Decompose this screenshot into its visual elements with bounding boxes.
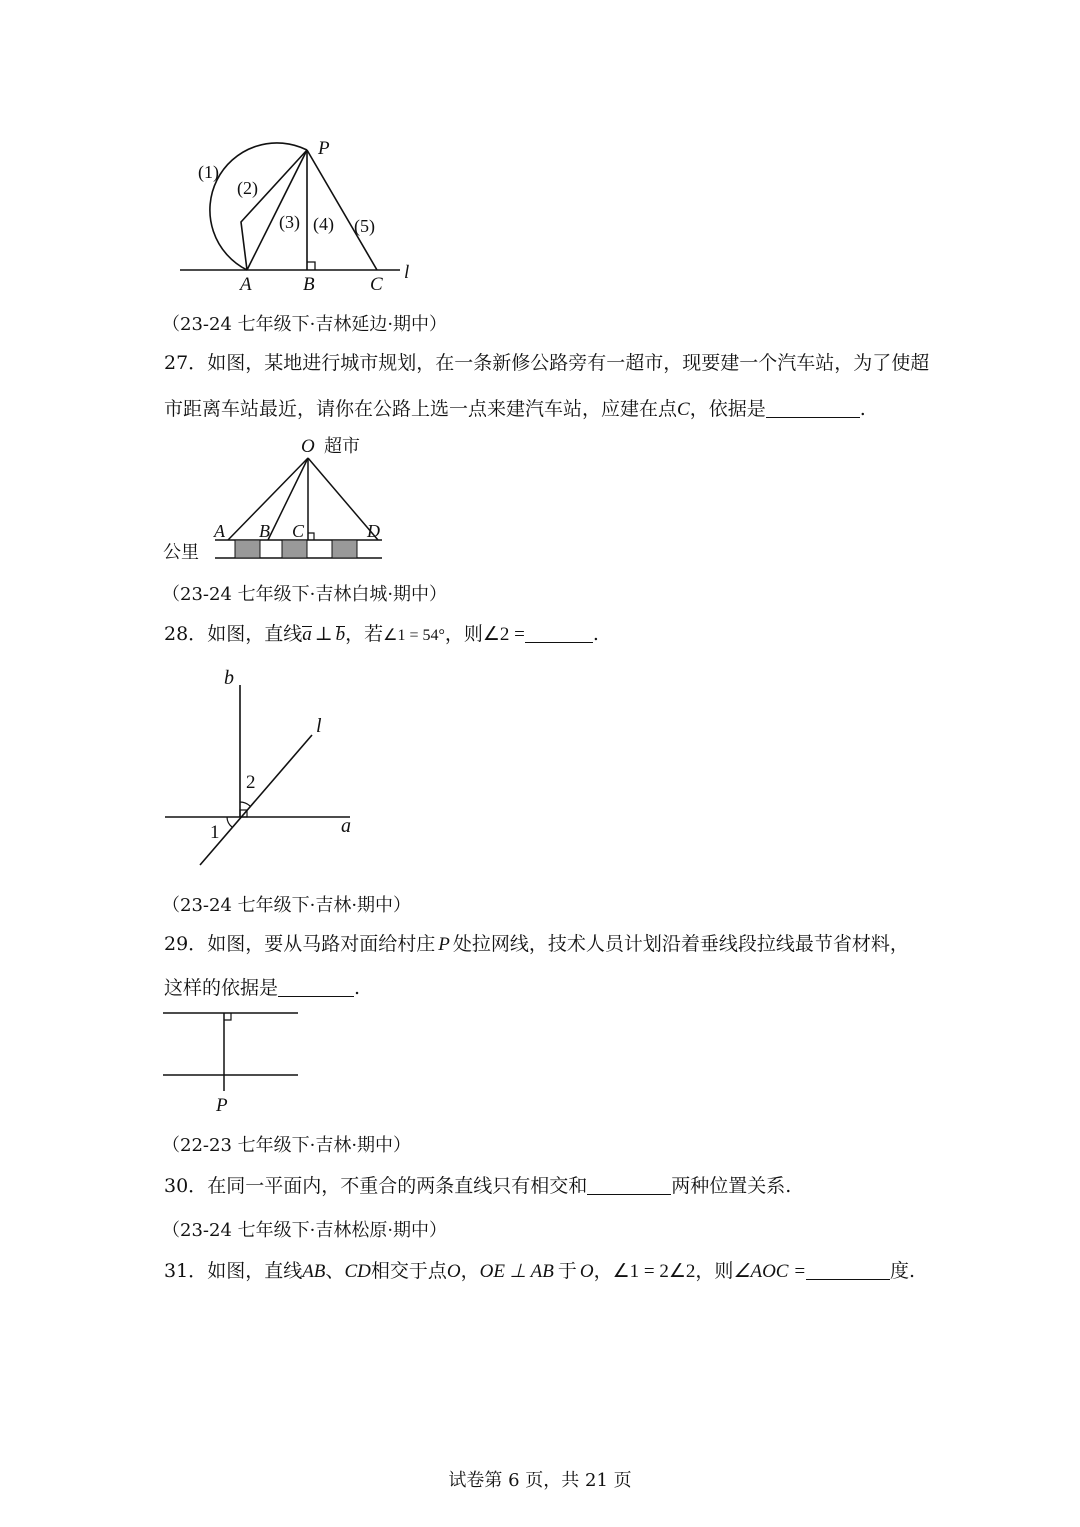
question-number: 27．	[164, 352, 208, 374]
question-29-line1	[164, 935, 909, 954]
label-o: O	[301, 436, 315, 457]
segment-pc	[307, 150, 377, 270]
question-text: 如图，直线	[207, 623, 303, 645]
figure-29	[160, 1005, 310, 1120]
question-text: 如图，要从马路对面给村庄	[207, 933, 436, 955]
label-b: B	[303, 274, 315, 295]
angle-1-arc	[227, 817, 232, 827]
point-o: O	[579, 1261, 594, 1282]
right-angle-mark	[307, 262, 315, 270]
comma: ，	[460, 1260, 480, 1282]
perp-symbol: ⊥	[314, 623, 333, 645]
question-text: ，则	[444, 623, 483, 645]
segment-pa	[247, 150, 307, 270]
line-ab: AB	[302, 1261, 326, 1282]
right-angle-mark	[224, 1013, 231, 1020]
line-l	[200, 735, 312, 865]
period: .	[592, 623, 599, 645]
label-s2: (2)	[237, 178, 258, 198]
source-note-26: （23-24 七年级下·吉林延边·期中）	[162, 314, 448, 335]
figure-26	[170, 130, 430, 300]
question-text: ，依据是	[689, 398, 766, 420]
point-p: P	[438, 934, 450, 955]
point-o: O	[446, 1261, 461, 1282]
point-c: C	[677, 399, 690, 420]
label-p: P	[216, 1095, 228, 1116]
label-p: P	[318, 138, 330, 159]
vector-a: a	[302, 624, 312, 645]
label-l: l	[316, 715, 322, 737]
question-number: 31．	[164, 1260, 208, 1282]
label-2: 2	[246, 772, 256, 793]
label-s1: (1)	[198, 162, 219, 182]
question-text: 于	[557, 1260, 577, 1282]
label-km: 公里	[163, 542, 199, 562]
question-text: 度.	[890, 1260, 916, 1282]
question-28	[164, 624, 599, 644]
source-note-29: （22-23 七年级下·吉林·期中）	[162, 1135, 412, 1156]
label-s4: (4)	[313, 214, 334, 234]
angle-aoc: ∠AOC =	[733, 1261, 807, 1282]
vector-b: b	[335, 624, 346, 645]
label-a: a	[341, 815, 351, 837]
period: .	[859, 398, 866, 420]
question-text: 如图，某地进行城市规划，在一条新修公路旁有一超市，现要建一个汽车站，为了使超	[207, 352, 930, 374]
question-text: ，若	[345, 623, 384, 645]
answer-blank[interactable]	[806, 1261, 890, 1280]
oe-perp-ab: OE ⊥ AB	[479, 1261, 554, 1282]
question-text: 在同一平面内，不重合的两条直线只有相交和	[207, 1175, 588, 1197]
question-number: 29．	[164, 933, 208, 955]
figure-28	[160, 660, 370, 870]
label-d: D	[367, 521, 380, 541]
label-market: 超市	[324, 436, 360, 456]
label-l: l	[404, 262, 410, 283]
question-27-line1	[164, 354, 929, 373]
label-s3: (3)	[279, 212, 300, 232]
line-cd: CD	[344, 1261, 371, 1282]
question-text: 处拉网线，技术人员计划沿着垂线段拉线最节省材料，	[452, 933, 909, 955]
label-c: C	[292, 521, 305, 541]
question-27-line2	[164, 399, 866, 419]
scale-block	[282, 540, 307, 558]
page-footer: 试卷第 6 页，共 21 页	[448, 1470, 632, 1491]
scale-block	[235, 540, 260, 558]
angle-2-arc	[240, 802, 250, 806]
question-29-line2	[164, 978, 360, 998]
question-30	[164, 1176, 791, 1196]
question-text: 如图，直线	[207, 1260, 303, 1282]
source-note-27: （23-24 七年级下·吉林白城·期中）	[162, 584, 448, 605]
answer-blank[interactable]	[525, 624, 593, 643]
label-b: b	[224, 667, 234, 689]
right-angle-mark	[308, 533, 314, 540]
source-note-28: （23-24 七年级下·吉林·期中）	[162, 895, 412, 916]
source-note-30: （23-24 七年级下·吉林松原·期中）	[162, 1220, 448, 1241]
angle-1-given: ∠1 = 54°	[383, 627, 445, 644]
question-text: 市距离车站最近，请你在公路上选一点来建汽车站，应建在点	[164, 398, 678, 420]
angle-2: ∠2 =	[482, 624, 525, 645]
question-text: 相交于点	[370, 1260, 447, 1282]
comma: ，	[593, 1260, 613, 1282]
question-number: 30．	[164, 1175, 208, 1197]
question-text: 这样的依据是	[164, 977, 279, 999]
label-1: 1	[210, 822, 220, 843]
label-a: A	[240, 274, 252, 295]
path-1-arc	[210, 143, 307, 270]
label-b: B	[259, 521, 270, 541]
question-text: ，则	[695, 1260, 734, 1282]
period: .	[354, 977, 361, 999]
angle-relation: ∠1 = 2∠2	[612, 1261, 696, 1282]
label-a: A	[214, 521, 225, 541]
figure-27	[160, 432, 400, 567]
answer-blank[interactable]	[587, 1176, 671, 1195]
answer-blank[interactable]	[278, 978, 354, 997]
label-s5: (5)	[354, 216, 375, 236]
question-text: 两种位置关系.	[671, 1175, 792, 1197]
question-number: 28．	[164, 623, 208, 645]
label-c: C	[370, 274, 383, 295]
scale-block	[332, 540, 357, 558]
question-31	[164, 1261, 915, 1281]
answer-blank[interactable]	[766, 399, 860, 418]
separator: 、	[325, 1260, 345, 1282]
path-2-broken	[241, 150, 307, 270]
